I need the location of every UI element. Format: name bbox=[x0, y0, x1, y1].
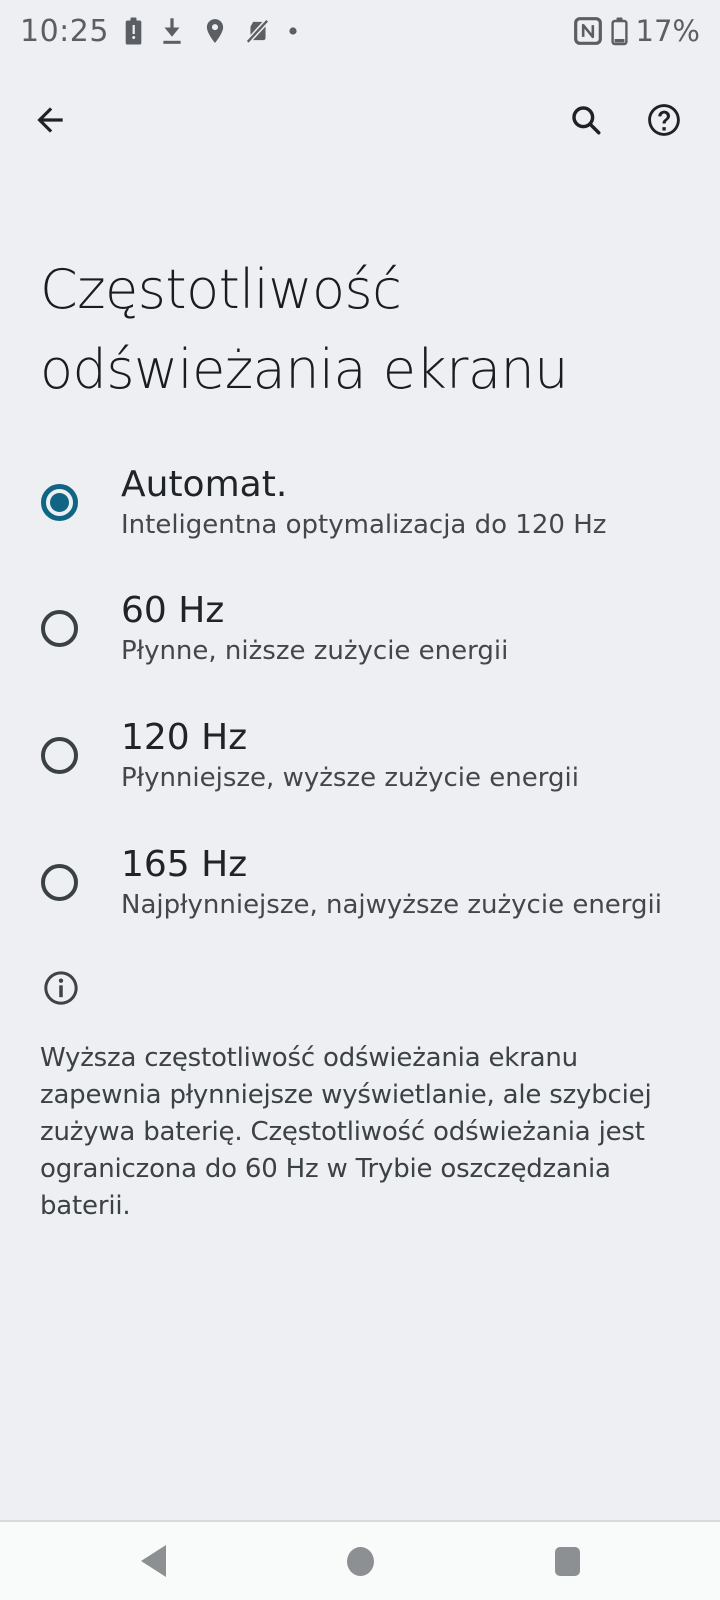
battery-alert-icon bbox=[125, 16, 142, 46]
nav-recents-icon bbox=[555, 1547, 580, 1576]
battery-icon bbox=[611, 16, 628, 46]
arrow-back-icon bbox=[31, 101, 69, 139]
option-row[interactable] bbox=[41, 463, 690, 541]
nav-recents-button[interactable] bbox=[522, 1522, 612, 1600]
location-icon bbox=[202, 16, 228, 46]
radio-button[interactable] bbox=[41, 484, 78, 521]
option-description: Inteligentna optymalizacja do 120 Hz bbox=[121, 509, 607, 540]
nav-home-button[interactable] bbox=[315, 1522, 405, 1600]
option-description: Najpłynniejsze, najwyższe zużycie energii bbox=[121, 889, 662, 920]
status-bar bbox=[0, 0, 720, 62]
no-sim-icon bbox=[244, 16, 272, 46]
navigation-bar bbox=[0, 1520, 720, 1600]
app-bar bbox=[0, 90, 720, 150]
battery-percent: 17% bbox=[635, 14, 700, 48]
help-icon bbox=[645, 101, 683, 139]
notification-dot bbox=[288, 26, 298, 36]
nav-home-icon bbox=[347, 1547, 374, 1576]
nav-back-icon bbox=[141, 1545, 166, 1577]
option-label: Automat. bbox=[121, 463, 288, 505]
option-row[interactable] bbox=[41, 843, 690, 921]
search-icon bbox=[568, 102, 604, 138]
option-row[interactable] bbox=[41, 589, 690, 667]
option-description: Płynne, niższe zużycie energii bbox=[121, 635, 509, 666]
radio-button[interactable] bbox=[41, 864, 78, 901]
nav-back-button[interactable] bbox=[108, 1522, 198, 1600]
help-button[interactable] bbox=[642, 98, 686, 142]
download-icon bbox=[158, 16, 186, 46]
back-button[interactable] bbox=[28, 98, 72, 142]
status-time: 10:25 bbox=[20, 13, 109, 49]
option-row[interactable] bbox=[41, 716, 690, 794]
option-label: 60 Hz bbox=[121, 589, 225, 631]
page-title: Częstotliwość odświeżania ekranu bbox=[40, 258, 568, 401]
footer-note: Wyższa częstotliwość odświeżania ekranu zapewnia płynniejsze wyświetlanie, ale szybciej zużywa baterię. Częstotliwość odświeżania jest ograniczona do 60 Hz w Trybie oszczędzania baterii. bbox=[40, 1043, 652, 1221]
nfc-icon bbox=[573, 16, 603, 46]
radio-button[interactable] bbox=[41, 610, 78, 647]
option-label: 120 Hz bbox=[121, 716, 248, 758]
search-button[interactable] bbox=[564, 98, 608, 142]
radio-button[interactable] bbox=[41, 737, 78, 774]
option-label: 165 Hz bbox=[121, 843, 248, 885]
info-icon bbox=[41, 968, 81, 1012]
option-description: Płynniejsze, wyższe zużycie energii bbox=[121, 762, 579, 793]
